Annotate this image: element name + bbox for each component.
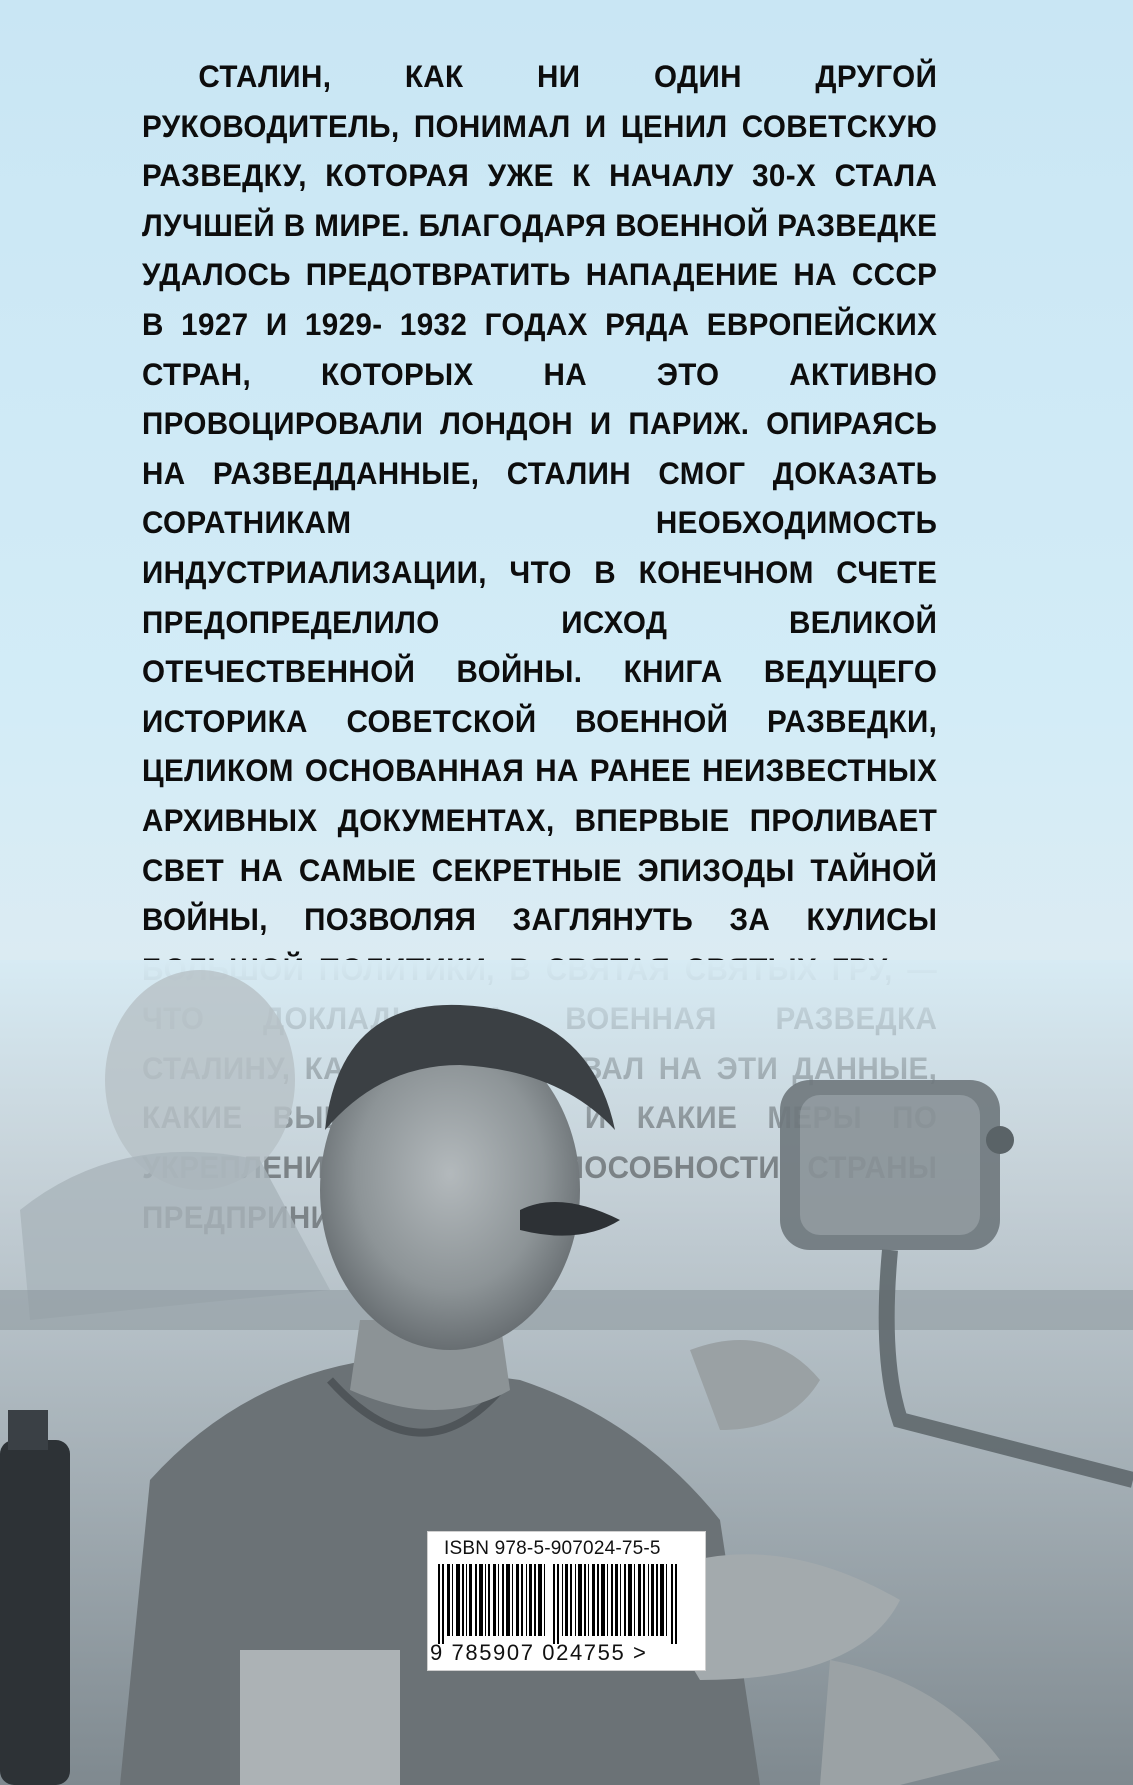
barcode-bars	[438, 1564, 678, 1644]
barcode-digits: 9 785907 024755 >	[430, 1640, 648, 1665]
annotation-text: СТАЛИН, КАК НИ ОДИН ДРУГОЙ РУКОВОДИТЕЛЬ, ПОНИМАЛ И ЦЕНИЛ СОВЕТСКУЮ РАЗВЕДКУ, КОТОРАЯ УЖЕ К НАЧАЛУ 30-Х СТАЛА ЛУЧШЕЙ В МИРЕ. БЛАГОДАРЯ ВОЕННОЙ РАЗВЕДКЕ УДАЛОСЬ ПРЕДОТВРАТИТЬ НАПАДЕНИЕ НА СССР В 1927 И 1929- 1932 ГОДАХ РЯДА ЕВРОПЕЙСКИХ СТРАН, КОТОРЫХ НА ЭТО АКТИВНО ПРОВОЦИРОВАЛИ ЛОНДОН И ПАРИЖ. ОПИРАЯСЬ НА РАЗВЕДДАННЫЕ, СТАЛИН СМОГ ДОКАЗАТЬ СОРАТНИКАМ НЕОБХОДИМОСТЬ ИНДУСТРИАЛИЗАЦИИ, ЧТО В КОНЕЧНОМ СЧЕТЕ ПРЕДОПРЕДЕЛИЛО ИСХОД ВЕЛИКОЙ ОТЕЧЕСТВЕННОЙ ВОЙНЫ. КНИГА ВЕДУЩЕГО ИСТОРИКА СОВЕТСКОЙ ВОЕННОЙ РАЗВЕДКИ, ЦЕЛИКОМ ОСНОВАННАЯ НА РАНЕЕ НЕИЗВЕСТНЫХ АРХИВНЫХ ДОКУМЕНТАХ, ВПЕРВЫЕ ПРОЛИВАЕТ СВЕТ НА САМЫЕ СЕКРЕТНЫЕ ЭПИЗОДЫ ТАЙНОЙ ВОЙНЫ, ПОЗВОЛЯЯ ЗАГЛЯНУТЬ ЗА КУЛИСЫ	[142, 58, 938, 938]
isbn-barcode	[427, 1531, 706, 1671]
isbn-label: ISBN 978-5-907024-75-5	[444, 1538, 661, 1559]
